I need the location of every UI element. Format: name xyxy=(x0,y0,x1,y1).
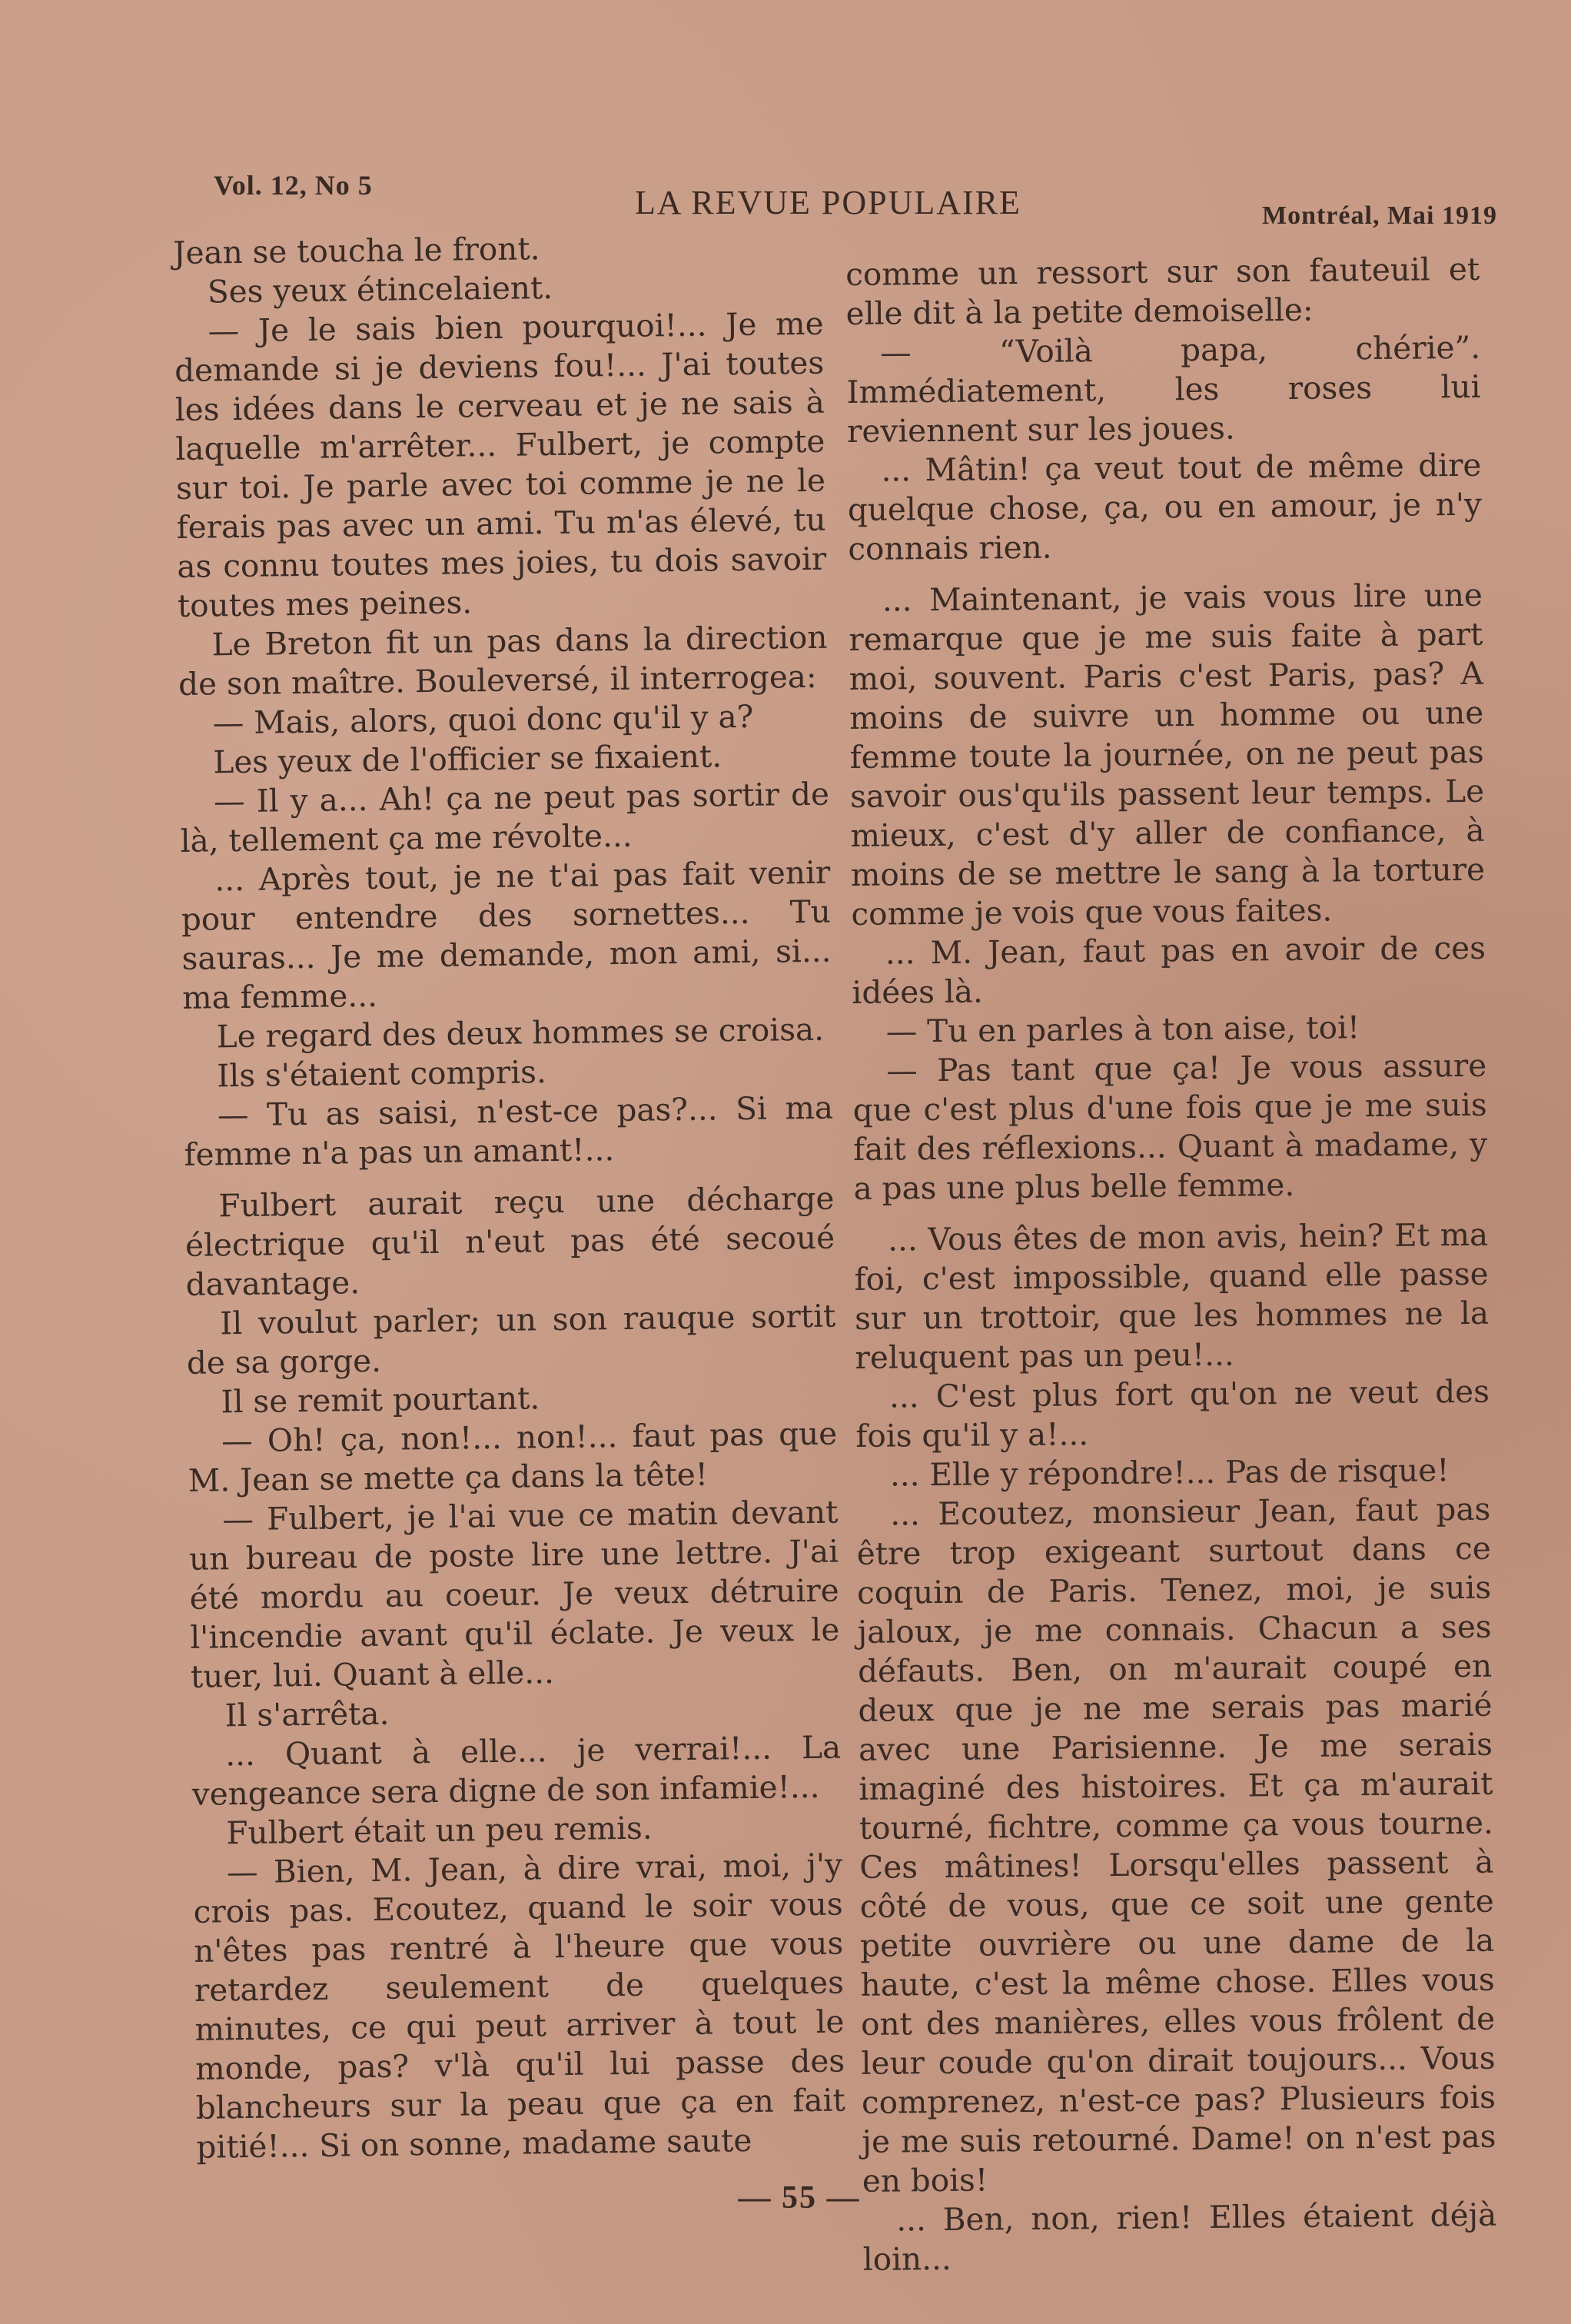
paragraph: Il s'arrêta. xyxy=(224,1694,390,1734)
paragraph: ... Vous êtes de mon avis, hein? Et ma foi, c'est impossible, quand elle passe sur un trottoir, que les hommes ne la reluquent pas un peu!... xyxy=(854,1215,1490,1376)
paragraph: ... Elle y répondre!... Pas de risque! xyxy=(889,1451,1450,1494)
publication-title: LA REVUE POPULAIRE xyxy=(635,184,1021,221)
paragraph: Fulbert était un peu remis. xyxy=(226,1809,653,1852)
paragraph: — Bien, M. Jean, à dire vrai, moi, j'y crois pas. Ecoutez, quand le soir vous n'êtes pas rentré à l'heure que vous retardez seulement de quelques minutes, ce qui peut arriver à tout le monde, pas? v'là qu'il lui passe des blancheurs sur la peau que ça en fait pitié!... Si on sonne, madame saute xyxy=(193,1846,846,2166)
paragraph: ... M. Jean, faut pas en avoir de ces idées là. xyxy=(852,929,1486,1011)
paragraph: — Il y a... Ah! ça ne peut pas sortir de là, tellement ça me révolte... xyxy=(180,775,830,859)
paragraph: — “Voilà papa, chérie”. Immédiatement, les roses lui reviennent sur les joues. xyxy=(846,328,1481,450)
issue-date: Montréal, Mai 1919 xyxy=(1262,201,1497,230)
paragraph: ... Maintenant, je vais vous lire une remarque que je me suis faite à part moi, souvent. Paris c'est Paris, pas? A moins de suivre un homme ou une femme toute la journée, on ne peut pas savoir ous'qu'ils passent leur temps. Le mieux, c'est d'y aller de confiance, à moins de se mettre le sang à la torture comme je vois que vous faites. xyxy=(849,576,1486,933)
paragraph: — Pas tant que ça! Je vous assure que c'est plus d'une fois que je me suis fait des réflexions... Quant à madame, y a pas une plus belle femme. xyxy=(852,1046,1488,1207)
paragraph: — Fulbert, je l'ai vue ce matin devant un bureau de poste lire une lettre. J'ai été mordu au coeur. Je veux détruire l'incendie avant qu'il éclate. Je veux le tuer, lui. Quant à elle... xyxy=(188,1493,840,1695)
paragraph: Le regard des deux hommes se croisa. xyxy=(216,1010,825,1056)
paragraph: comme un ressort sur son fauteuil et elle dit à la petite demoiselle: xyxy=(845,250,1480,332)
paragraph: ... Après tout, je ne t'ai pas fait venir pour entendre des sornettes... Tu sauras... Je me demande, mon ami, si... ma femme... xyxy=(181,853,832,1016)
right-column xyxy=(845,250,1497,2279)
paragraph: ... Ben, non, rien! Elles étaient déjà loin... xyxy=(862,2196,1497,2278)
paragraph: — Tu en parles à ton aise, toi! xyxy=(885,1009,1360,1050)
paragraph: Les yeux de l'officier se fixaient. xyxy=(213,737,722,781)
paragraph: — Je le sais bien pourquoi!... Je me demande si je deviens fou!... J'ai toutes les idées dans le cerveau et je ne sais à laquelle m'arrêter... Fulbert, je compte sur toi. Je parle avec toi comme je ne le ferais pas avec un ami. Tu m'as élevé, tu as connu toutes mes joies, tu dois savoir toutes mes peines. xyxy=(174,304,827,624)
paragraph: Ils s'étaient compris. xyxy=(217,1053,547,1095)
paragraph: — Mais, alors, quoi donc qu'il y a? xyxy=(212,697,754,742)
paragraph: ... Ecoutez, monsieur Jean, faut pas être trop exigeant surtout dans ce coquin de Paris. Tenez, moi, je suis jaloux, je me connais. Chacun a ses défauts. Ben, on m'aurait coupé en deux que je ne me serais pas marié avec une Parisienne. Je me serais imaginé des histoires. Et ça m'aurait tourné, fichtre, comme ça vous tourne. Ces mâtines! Lorsqu'elles passent à côté de vous, que ce soit une gente petite ouvrière ou une dame de la haute, c'est la même chose. Elles vous ont des manières, elles vous frôlent de leur coude qu'on dirait toujours... Vous comprenez, n'est-ce pas? Plusieurs fois je me suis retourné. Dame! on n'est pas en bois! xyxy=(856,1490,1496,2199)
paragraph: Il voulut parler; un son rauque sortit de sa gorge. xyxy=(186,1297,836,1381)
paragraph: Il se remit pourtant. xyxy=(221,1379,540,1421)
paragraph: Jean se toucha le front. xyxy=(173,230,540,271)
volume-label: Vol. 12, No 5 xyxy=(214,170,373,201)
page-header xyxy=(214,163,1497,230)
paragraph: Le Breton fit un pas dans la direction de son maître. Bouleversé, il interrogea: xyxy=(178,618,828,703)
paragraph: — Tu as saisi, n'est-ce pas?... Si ma femme n'a pas un amant!... xyxy=(184,1089,834,1173)
paragraph: Ses yeux étincelaient. xyxy=(207,268,553,311)
paragraph: ... C'est plus fort qu'on ne veut des fois qu'il y a!... xyxy=(855,1372,1490,1455)
paragraph: Fulbert aurait reçu une décharge électrique qu'il n'eut pas été secoué davantage. xyxy=(184,1179,835,1303)
left-column xyxy=(173,226,846,2167)
paragraph: ... Quant à elle... je verrai!... La vengeance sera digne de son infamie!... xyxy=(191,1728,842,1813)
page-number: — 55 — xyxy=(738,2180,861,2216)
paragraph: — Oh! ça, non!... non!... faut pas que M. Jean se mette ça dans la tête! xyxy=(188,1415,838,1499)
paragraph: ... Mâtin! ça veut tout de même dire quelque chose, ça, ou en amour, je n'y connais rien. xyxy=(847,446,1483,567)
